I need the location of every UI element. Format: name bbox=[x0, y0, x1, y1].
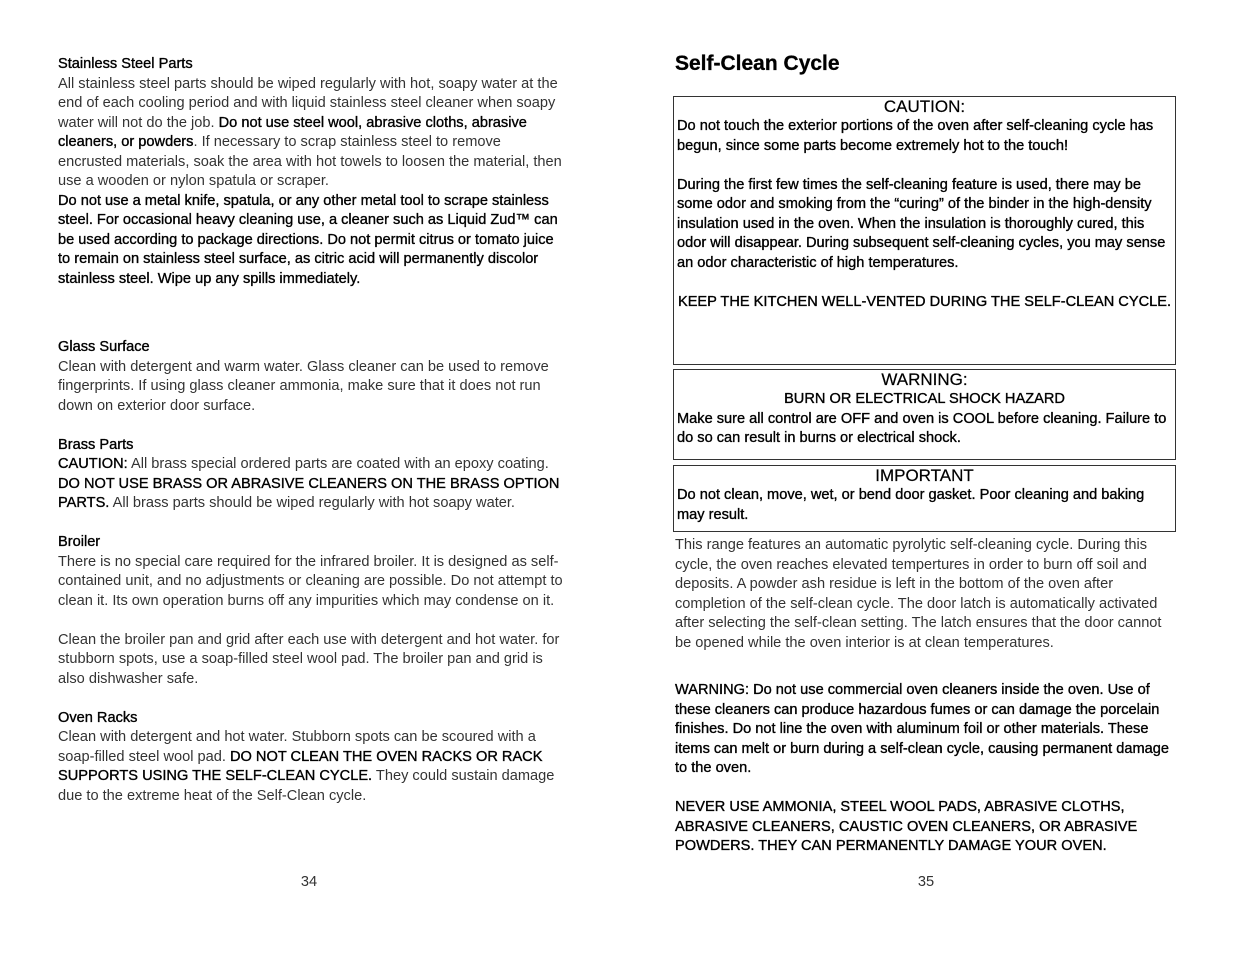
racks-bold: DO NOT CLEAN THE OVEN RACKS OR RACK SUPPORTS USING THE SELF-CLEAN CYCLE. bbox=[58, 748, 543, 784]
brass-text-2: All brass parts should be wiped regularly with hot soapy water. bbox=[109, 495, 515, 511]
important-box bbox=[673, 465, 1176, 532]
broiler-text-2: Clean the broiler pan and grid after each use with detergent and hot water. for stubborn spots, use a soap-filled steel wool pad. The broiler pan and grid is also dishwasher safe. bbox=[58, 631, 560, 687]
glass-surface-text: Clean with detergent and warm water. Glass cleaner can be used to remove fingerprints. If using glass cleaner ammonia, make sure that it does not run down on exterior door surface. bbox=[58, 358, 549, 414]
stainless-bold-1: Do not use steel wool, abrasive cloths, abrasive cleaners, or powders bbox=[58, 114, 527, 150]
stainless-steel-warning: Do not use a metal knife, spatula, or any other metal tool to scrape stainless steel. For occasional heavy cleaning use, a cleaner such as Liquid Zud™ can be used according to package directions. Do not permit citrus or tomato juice to remain on stainless steel surface, as citric acid will permanently discolor stainless steel. Wipe up any spills immediately. bbox=[58, 192, 558, 287]
important-title: IMPORTANT bbox=[875, 466, 974, 485]
never-use-warning: NEVER USE AMMONIA, STEEL WOOL PADS, ABRASIVE CLOTHS, ABRASIVE CLEANERS, CAUSTIC OVEN CLEANERS, OR ABRASIVE POWDERS. THEY CAN PERMANENTLY DAMAGE YOUR OVEN. bbox=[675, 799, 1138, 854]
important-text: Do not clean, move, wet, or bend door gasket. Poor cleaning and baking may result. bbox=[677, 487, 1145, 523]
warning-box bbox=[673, 369, 1176, 460]
stainless-text-2: . If necessary to scrap stainless steel to remove encrusted materials, soak the area with hot towels to loosen the material, then use a wooden or nylon spatula or scraper. bbox=[58, 134, 562, 189]
caution-para-2: During the first few times the self-cleaning feature is used, there may be some odor and smoking from the “curing” of the binder in the high-density insulation used in the oven. When the insulation is thoroughly cured, this odor will disappear. During subsequent self-cleaning cycles, you may sense an odor characteristic of high temperatures. bbox=[677, 176, 1166, 271]
brass-caution-label: CAUTION: bbox=[58, 456, 128, 472]
oven-racks-text bbox=[58, 728, 563, 806]
self-clean-intro: This range features an automatic pyrolytic self-cleaning cycle. During this cycle, the oven reaches elevated tempertures in order to burn off soil and deposits. A powder ash residue is left in the bottom of the oven after completion of the self-clean cycle. The door latch is automatically activated after selecting the self-clean setting. The latch ensures that the door cannot be opened while the oven interior is at clean temperatures. bbox=[675, 537, 1162, 651]
brass-parts-text bbox=[58, 455, 563, 514]
caution-box bbox=[673, 96, 1176, 365]
stainless-steel-section bbox=[58, 55, 563, 289]
self-clean-warnings bbox=[675, 681, 1180, 857]
left-page bbox=[0, 0, 617, 954]
broiler-section bbox=[58, 533, 563, 689]
oven-racks-heading: Oven Racks bbox=[58, 709, 138, 726]
brass-parts-section bbox=[58, 436, 563, 514]
caution-title: CAUTION: bbox=[883, 97, 966, 116]
stainless-steel-text bbox=[58, 75, 563, 192]
racks-text-2: They could sustain damage due to the extreme heat of the Self-Clean cycle. bbox=[58, 768, 555, 804]
warning-subtitle: BURN OR ELECTRICAL SHOCK HAZARD bbox=[784, 391, 1065, 407]
brass-text-1: All brass special ordered parts are coated with an epoxy coating. bbox=[127, 456, 549, 472]
page-number-left: 34 bbox=[300, 874, 318, 890]
caution-para-3: KEEP THE KITCHEN WELL-VENTED DURING THE SELF-CLEAN CYCLE. bbox=[677, 293, 1172, 310]
brass-parts-heading: Brass Parts bbox=[58, 436, 134, 453]
left-page-content bbox=[58, 55, 563, 806]
glass-surface-heading: Glass Surface bbox=[58, 339, 150, 355]
page-title: Self-Clean Cycle bbox=[675, 52, 840, 75]
racks-text-1: Clean with detergent and hot water. Stubborn spots can be scoured with a soap-filled steel wool pad. bbox=[58, 729, 536, 765]
page-number-right: 35 bbox=[917, 874, 935, 890]
warning-text: Make sure all control are OFF and oven is COOL before cleaning. Failure to do so can result in burns or electrical shock. bbox=[677, 410, 1167, 446]
caution-para-1: Do not touch the exterior portions of the oven after self-cleaning cycle has begun, since some parts become extremely hot to the touch! bbox=[677, 118, 1154, 154]
broiler-text-1: There is no special care required for the infrared broiler. It is designed as self-contained unit, and no adjustments or cleaning are possible. Do not attempt to clean it. Its own operation burns off any impurities which may condense on it. bbox=[58, 553, 563, 609]
brass-bold: DO NOT USE BRASS OR ABRASIVE CLEANERS ON THE BRASS OPTION PARTS. bbox=[58, 475, 560, 511]
glass-surface-section bbox=[58, 338, 563, 416]
oven-racks-section bbox=[58, 709, 563, 807]
warning-title: WARNING: bbox=[881, 370, 968, 389]
broiler-heading: Broiler bbox=[58, 534, 101, 550]
stainless-steel-heading: Stainless Steel Parts bbox=[58, 56, 193, 72]
oven-cleaner-warning: WARNING: Do not use commercial oven cleaners inside the oven. Use of these cleaners can produce hazardous fumes or can damage the porcelain finishes. Do not line the oven with aluminum foil or other materials. These items can melt or burn during a self-clean cycle, causing permanent damage to the oven. bbox=[675, 682, 1170, 776]
stainless-text-1: All stainless steel parts should be wiped regularly with hot, soapy water at the end of each cooling period and with liquid stainless steel cleaner when soapy water will not do the job. bbox=[58, 75, 558, 131]
